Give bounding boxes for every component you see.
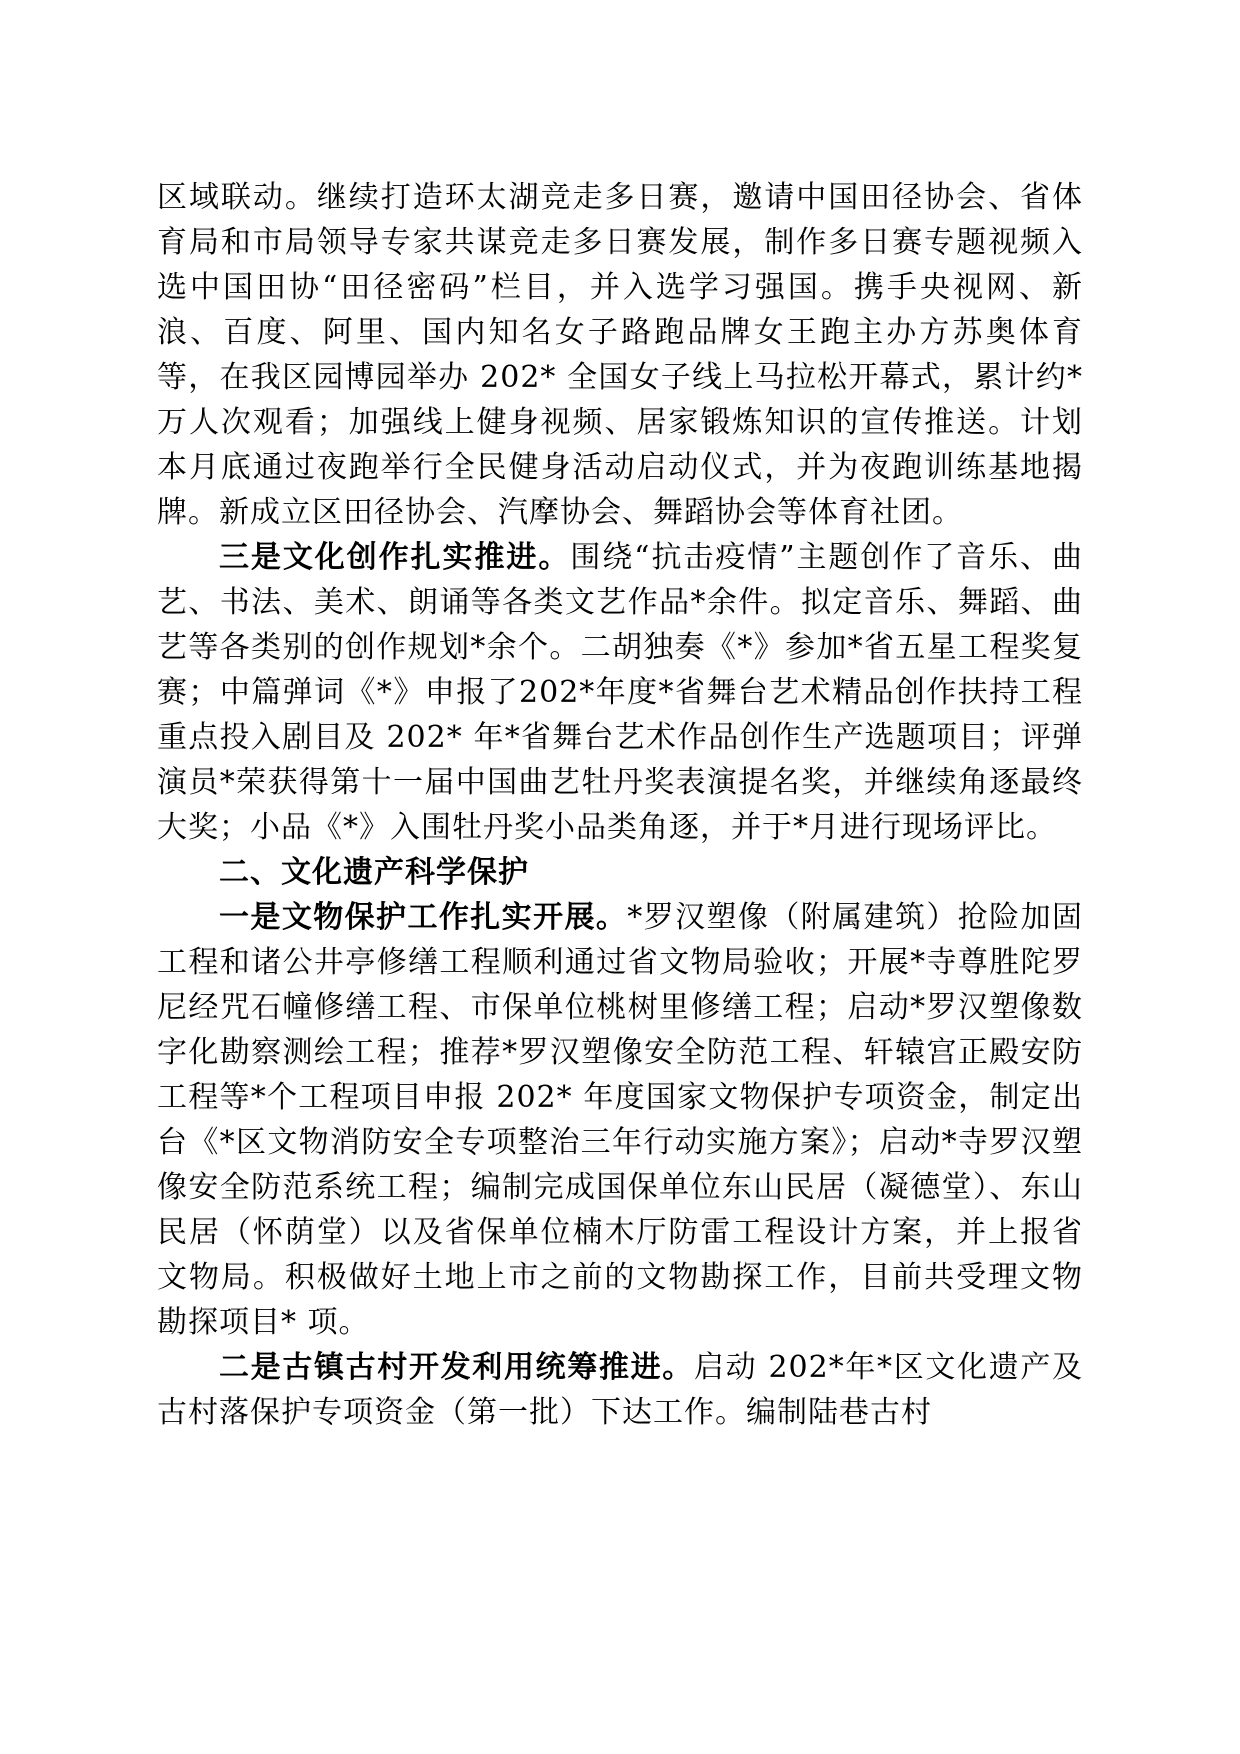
paragraph-text: *罗汉塑像（附属建筑）抢险加固工程和诸公井亭修缮工程顺利通过省文物局验收；开展*寺尊胜陀罗尼经咒石幢修缮工程、市保单位桃树里修缮工程；启动*罗汉塑像数字化勘察测绘工程；推荐*罗汉塑像安全防范工程、轩辕宫正殿安防工程等*个工程项目申报 202* 年度国家文物保护专项资金，制定出台《*区文物消防安全专项整治三年行动实施方案》；启动*寺罗汉塑像安全防范系统工程；编制完成国保单位东山民居（凝德堂）、东山民居（怀荫堂）以及省保单位楠木厅防雷工程设计方案，并上报省文物局。积极做好土地上市之前的文物勘探工作，目前共受理文物勘探项目* 项。: [157, 900, 1084, 1340]
paragraph-text: 启动 202*年*区文化遗产及古村落保护专项资金（第一批）下达工作。编制陆巷古村: [157, 1350, 1084, 1430]
paragraph-ancient-villages: [157, 1345, 1083, 1435]
document-body: [157, 175, 1083, 1435]
paragraph-lead: 二是古镇古村开发利用统筹推进。: [219, 1350, 694, 1385]
paragraph-lead: 一是文物保护工作扎实开展。: [219, 900, 628, 935]
paragraph-cultural-creation: [157, 535, 1083, 850]
paragraph-text: 区域联动。继续打造环太湖竞走多日赛，邀请中国田径协会、省体育局和市局领导专家共谋竞走多日赛发展，制作多日赛专题视频入选中国田协“田径密码”栏目，并入选学习强国。携手央视网、新浪、百度、阿里、国内知名女子路跑品牌女王跑主办方苏奥体育等，在我区园博园举办 202* 全国女子线上马拉松开幕式，累计约*万人次观看；加强线上健身视频、居家锻炼知识的宣传推送。计划本月底通过夜跑举行全民健身活动启动仪式，并为夜跑训练基地揭牌。新成立区田径协会、汽摩协会、舞蹈协会等体育社团。: [157, 180, 1083, 530]
paragraph-sports-events: [157, 175, 1083, 535]
paragraph-lead: 三是文化创作扎实推进。: [219, 540, 571, 575]
paragraph-relic-protection: [157, 895, 1083, 1345]
section-heading-heritage: 二、文化遗产科学保护: [219, 855, 529, 890]
paragraph-text: 围绕“抗击疫情”主题创作了音乐、曲艺、书法、美术、朗诵等各类文艺作品*余件。拟定音乐、舞蹈、曲艺等各类别的创作规划*余个。二胡独奏《*》参加*省五星工程奖复赛；中篇弹词《*》申报了202*年度*省舞台艺术精品创作扶持工程重点投入剧目及 202* 年*省舞台艺术作品创作生产选题项目；评弹演员*荣获得第十一届中国曲艺牡丹奖表演提名奖，并继续角逐最终大奖；小品《*》入围牡丹奖小品类角逐，并于*月进行现场评比。: [157, 540, 1083, 845]
